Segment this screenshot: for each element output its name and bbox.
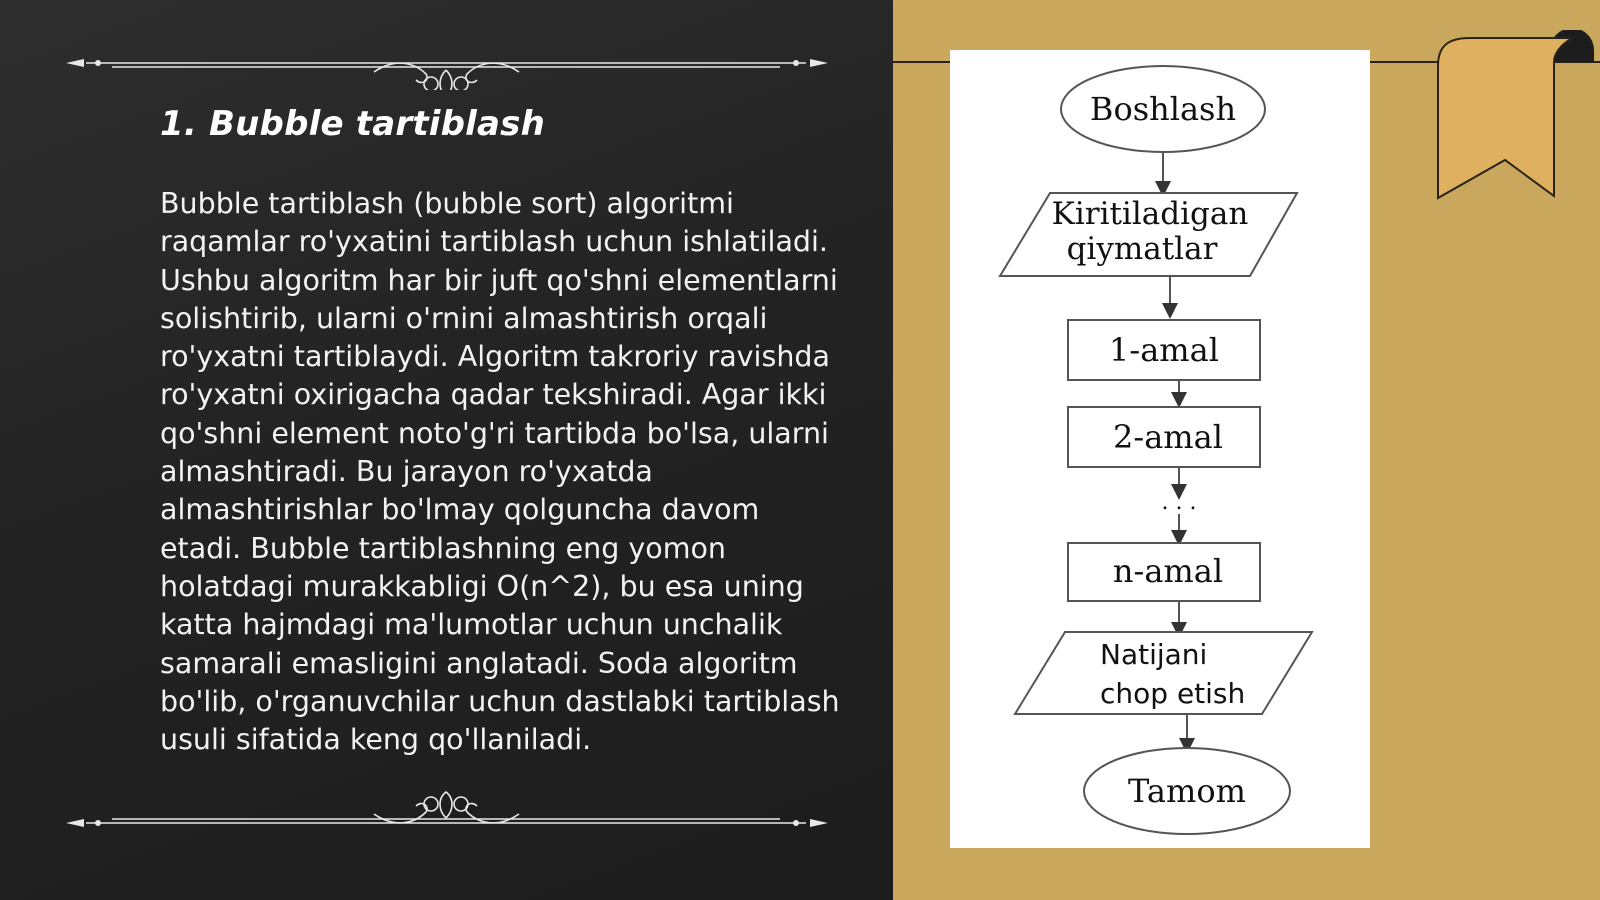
flow-step-1-label: 1-amal xyxy=(1109,331,1219,369)
flow-step-n xyxy=(1068,543,1260,601)
flowchart-diagram xyxy=(950,50,1370,848)
bookmark-ribbon-icon xyxy=(1430,30,1600,205)
flow-input-label-2: qiymatlar xyxy=(1066,231,1218,267)
slide-body-text: Bubble tartiblash (bubble sort) algoritmi raqamlar ro'yxatini tartiblash uchun ishlatiladi. Ushbu algoritm har bir juft qo'shni elementlarni solishtirib, ularni o'rnini almashtirish orqali ro'yxatni tartiblaydi. Algoritm takroriy ravishda ro'yxatni oxirigacha qadar tekshiradi. Agar ikki qo'shni element noto'g'ri tartibda bo'lsa, ularni almashtiradi. Bu jarayon ro'yxatda almashtirishlar bo'lmay qolguncha davom etadi. Bubble tartiblashning eng yomon holatdagi murakkabligi O(n^2), bu esa uning katta hajmdagi ma'lumotlar uchun unchalik samarali emasligini anglatadi. Soda algoritm bo'lib, o'rganuvchilar uchun dastlabki tartiblash usuli sifatida keng qo'llaniladi. xyxy=(160,187,840,757)
ornamental-divider-top xyxy=(64,40,830,90)
flow-step-2-label: 2-amal xyxy=(1113,418,1223,456)
flow-step-2 xyxy=(1068,407,1260,467)
flow-step-1 xyxy=(1068,320,1260,380)
flow-output-label-2: chop etish xyxy=(1100,677,1246,710)
flow-output-node xyxy=(1015,632,1312,714)
flow-start-label: Boshlash xyxy=(1089,90,1237,128)
flow-end-label: Tamom xyxy=(1128,772,1246,810)
flow-step-n-label: n-amal xyxy=(1112,552,1224,590)
slide-title: 1. Bubble tartiblash xyxy=(160,104,546,144)
flow-start-node xyxy=(1061,66,1265,152)
flow-end-node xyxy=(1084,748,1290,834)
flow-input-label-1: Kiritiladigan xyxy=(1051,196,1249,232)
ornamental-divider-bottom xyxy=(64,778,830,828)
flow-input-node xyxy=(1000,193,1297,276)
flow-ellipsis: . . . xyxy=(1161,490,1197,515)
flow-output-label-1: Natijani xyxy=(1100,638,1208,671)
flowchart-card xyxy=(950,50,1370,848)
